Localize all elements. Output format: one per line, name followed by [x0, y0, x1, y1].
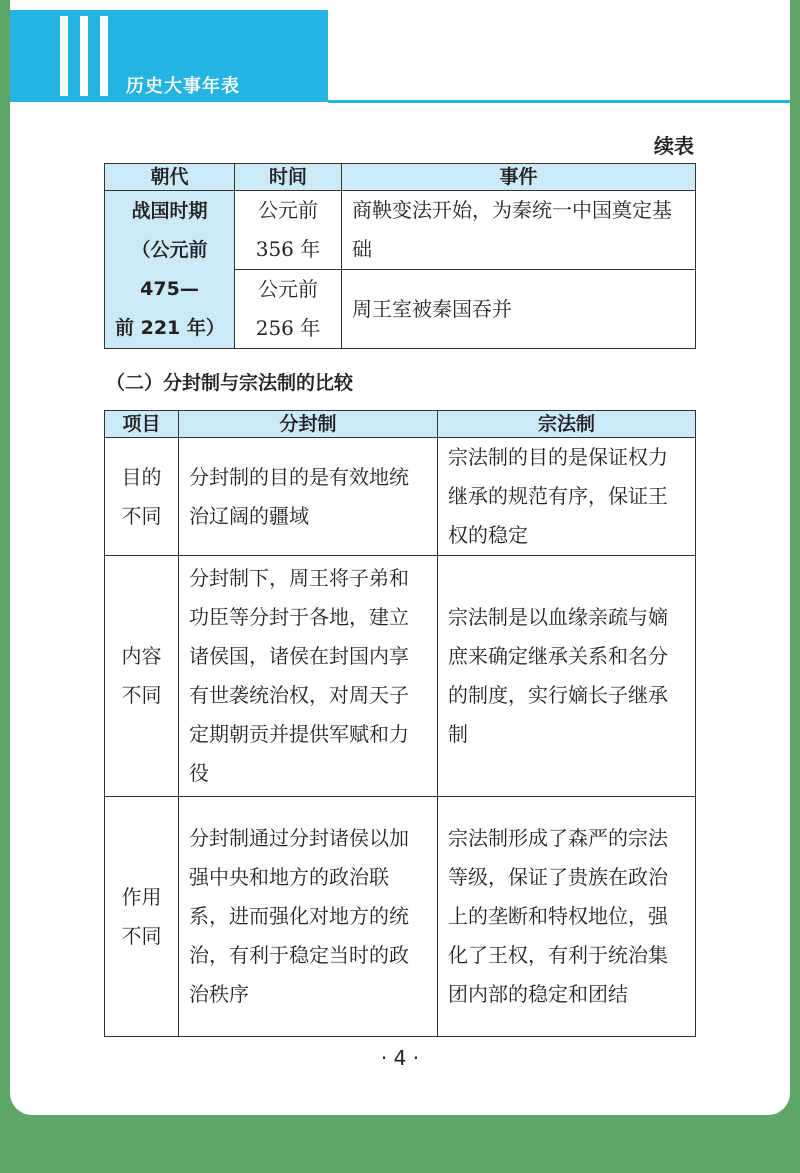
header-rule: [328, 100, 790, 103]
time-cell: [235, 270, 342, 349]
fenfeng-cell: 分封制的目的是有效地统治辽阔的疆域: [179, 438, 438, 556]
header-decor-bar: [80, 16, 88, 96]
time-label: 公元前: [258, 277, 318, 301]
column-header-event: 事件: [342, 164, 696, 191]
header-decor-bar: [100, 16, 108, 96]
timeline-table: [104, 163, 696, 349]
fenfeng-cell: 分封制通过分封诸侯以加强中央和地方的政治联系，进而强化对地方的统治，有利于稳定当时的政治秩序: [179, 797, 438, 1037]
header-decor-bar: [60, 16, 68, 96]
table-header-row: [105, 411, 696, 438]
row-label-text: 不同: [121, 503, 162, 528]
row-label-text: 目的: [121, 464, 162, 489]
fenfeng-cell: 分封制下，周王将子弟和功臣等分封于各地，建立诸侯国，诸侯在封国内享有世袭统治权，对周天子定期朝贡并提供军赋和力役: [179, 556, 438, 797]
table-header-row: [105, 164, 696, 191]
header-banner: [10, 10, 328, 102]
event-cell: 商鞅变法开始，为秦统一中国奠定基础: [342, 191, 696, 270]
column-header-item: 项目: [105, 411, 179, 438]
time-year: 356 年: [255, 237, 321, 261]
zongfa-cell: 宗法制的目的是保证权力继承的规范有序，保证王权的稳定: [438, 438, 696, 556]
row-label-text: 不同: [121, 923, 162, 948]
table-row: [105, 191, 696, 270]
era-cell: [105, 191, 235, 349]
continued-label: 续表: [654, 134, 694, 158]
row-label-text: 内容: [121, 644, 162, 668]
time-year: 256 年: [255, 316, 321, 340]
page-number: · 4 ·: [380, 1046, 420, 1070]
row-label: [105, 438, 179, 556]
column-header-dynasty: 朝代: [105, 164, 235, 191]
row-label-text: 作用: [121, 884, 162, 909]
zongfa-cell: 宗法制形成了森严的宗法等级，保证了贵族在政治上的垄断和特权地位，强化了王权，有利于统治集团内部的稳定和团结: [438, 797, 696, 1037]
time-cell: [235, 191, 342, 270]
era-name: 战国时期: [131, 199, 208, 222]
zongfa-cell: 宗法制是以血缘亲疏与嫡庶来确定继承关系和名分的制度，实行嫡长子继承制: [438, 556, 696, 797]
header-title: 历史大事年表: [126, 76, 240, 97]
section-title: （二）分封制与宗法制的比较: [106, 372, 354, 394]
row-label: [105, 556, 179, 797]
table-row: [105, 556, 696, 797]
era-range-part: 475—: [140, 277, 199, 300]
column-header-time: 时间: [235, 164, 342, 191]
era-range-part: （公元前: [131, 238, 208, 261]
table-row: [105, 438, 696, 556]
comparison-table: [104, 410, 696, 1037]
book-page: [10, 0, 790, 1115]
column-header-zongfa: 宗法制: [438, 411, 696, 438]
table-row: [105, 797, 696, 1037]
row-label-text: 不同: [121, 683, 162, 707]
row-label: [105, 797, 179, 1037]
era-range-part: 前 221 年）: [115, 316, 225, 339]
time-label: 公元前: [258, 198, 318, 222]
event-cell: 周王室被秦国吞并: [342, 270, 696, 349]
column-header-fenfeng: 分封制: [179, 411, 438, 438]
